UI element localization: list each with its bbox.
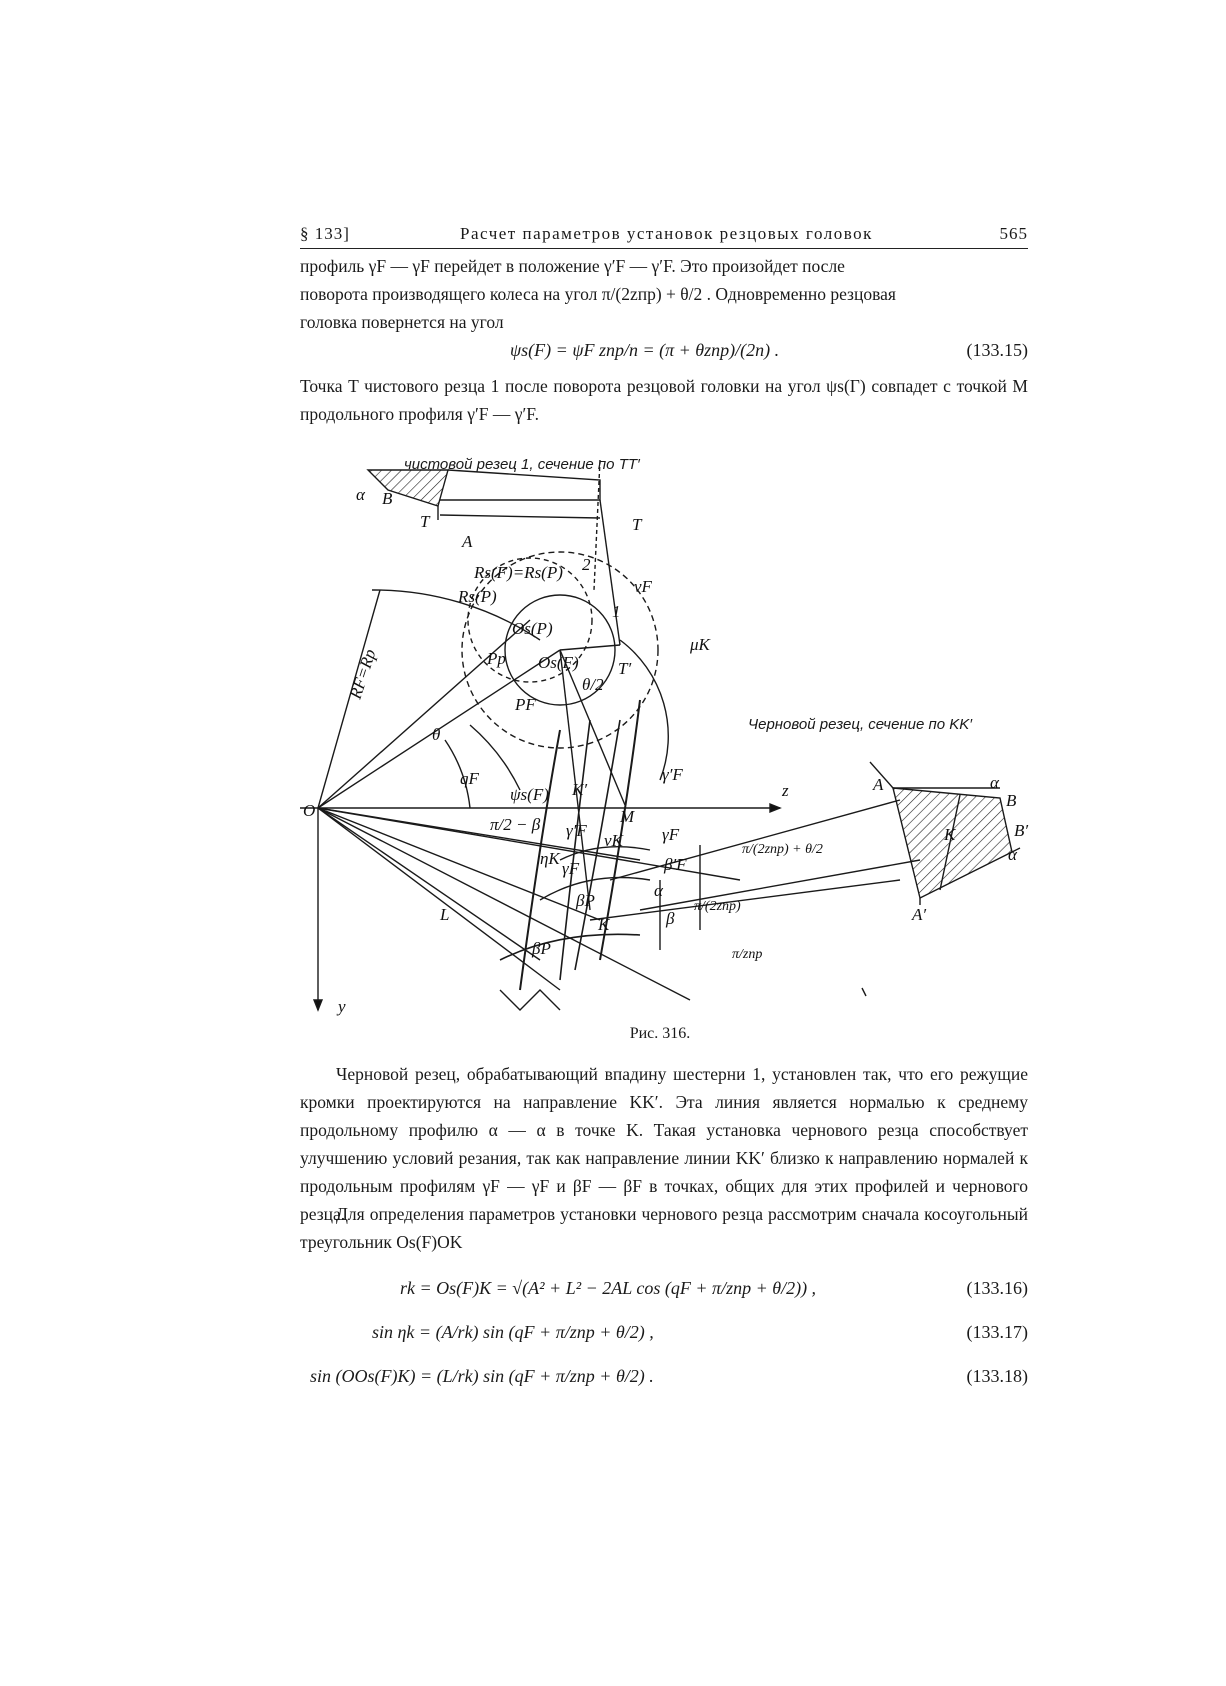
fig-label-Tr: T <box>632 515 642 534</box>
fig-label-theta2: θ/2 <box>582 675 604 694</box>
fig-label-B: B <box>382 489 393 508</box>
equation-number-133-17: (133.17) <box>966 1322 1028 1342</box>
fig-label-OsP: Os(P) <box>512 619 553 638</box>
paragraph-3: Черновой резец, обрабатывающий впадину шестерни 1, установлен так, что его режущие кромки проектируются на направление KK′. Эта линия является нормалью к среднему продольному профилю α — α в точке K. Такая установка чернового резца способствует улучшению условий резания, так как направление линии KK′ близко к направлению нормалей к продольным профилям γF — γF и βF — βF в точках, общих для этих профилей и чернового резца. <box>300 1064 1028 1224</box>
finishing-cutter-label: чистовой резец 1, сечение по TT′ <box>404 456 640 473</box>
equation-number-133-18: (133.18) <box>966 1366 1028 1386</box>
fig-label-alpha2: α <box>654 881 663 900</box>
paragraph-2: Точка T чистового резца 1 после поворота резцовой головки на угол ψs(Г) совпадет с точкой M продольного профиля γ′F — γ′F. <box>300 376 1028 424</box>
equation-number-133-15: (133.15) <box>966 340 1028 360</box>
fig-label-y: y <box>338 997 346 1016</box>
fig-label-rA: A <box>873 775 884 794</box>
fig-label-gammaF: γF <box>662 825 680 844</box>
fig-label-theta: θ <box>432 725 441 744</box>
paragraph-1-line-1: профиль γF — γF перейдет в положение γ′F — γ′F. Это произойдет после <box>300 256 845 276</box>
equation-133-18: sin (OOs(F)K) = (L/rk) sin (qF + π/zпр + θ/2) . <box>310 1366 654 1386</box>
fig-label-Pp: Pp <box>487 649 506 668</box>
fig-label-rBp: B′ <box>1014 821 1029 840</box>
fig-label-O: O <box>303 801 316 820</box>
fig-label-gammaF2: γF <box>562 859 580 878</box>
fig-label-1: 1 <box>612 602 621 621</box>
page-number: 565 <box>999 224 1028 243</box>
paragraph-4: Для определения параметров установки чернового резца рассмотрим сначала косоугольный треугольник Os(F)OK <box>300 1204 1028 1252</box>
fig-label-alpha: α <box>356 485 365 504</box>
fig-label-piz2: π/(2zпр) <box>694 899 741 914</box>
fig-label-PF: PF <box>515 695 536 714</box>
fig-label-M: M <box>620 807 635 826</box>
fig-label-betaP2: βP <box>532 939 551 958</box>
fig-label-gammaFprime: γ′F <box>662 765 683 784</box>
roughing-cutter-label: Черновой резец, сечение по KK′ <box>748 716 973 733</box>
fig-label-nuK: νK <box>604 831 623 850</box>
section-number: § 133] <box>300 224 350 243</box>
fig-label-Kprime: K′ <box>572 780 588 799</box>
fig-label-z: z <box>782 781 789 800</box>
running-head-title: Расчет параметров установок резцовых головок <box>460 224 873 243</box>
fig-label-L: L <box>440 905 450 924</box>
fig-label-etaK: ηK <box>540 849 560 868</box>
equation-133-17: sin ηk = (A/rk) sin (qF + π/zпр + θ/2) , <box>372 1322 654 1342</box>
fig-label-beta: β <box>666 909 675 928</box>
fig-label-rK: K <box>944 825 956 844</box>
fig-label-RsF: Rs(F)=Rs(P) <box>474 563 563 582</box>
fig-label-A: A <box>462 532 473 551</box>
finishing-cutter-section <box>368 470 448 506</box>
fig-label-RFRp: RF=Rp <box>345 646 380 702</box>
fig-label-gammaFp2: γ′F <box>566 821 587 840</box>
fig-label-betaP: βP <box>576 891 595 910</box>
equation-133-16: rk = Os(F)K = √(A² + L² − 2AL cos (qF + π/zпр + θ/2)) , <box>400 1278 817 1298</box>
fig-label-rB: B <box>1006 791 1017 810</box>
equation-133-15: ψs(F) = ψF zпр/n = (π + θzпр)/(2n) . <box>510 340 780 360</box>
paragraph-1-line-2: поворота производящего колеса на угол π/(2zпр) + θ/2 . Одновременно резцовая <box>300 284 896 304</box>
fig-label-muK: μK <box>690 635 710 654</box>
fig-label-K: K <box>598 915 610 934</box>
fig-label-T: T <box>420 512 430 531</box>
fig-label-piz1: π/(2zпр) + θ/2 <box>742 842 823 857</box>
paragraph-1-line-3: головка повернется на угол <box>300 312 504 332</box>
fig-label-piz3: π/zпр <box>732 947 763 962</box>
equation-number-133-16: (133.16) <box>966 1278 1028 1298</box>
fig-label-psi: ψs(F) <box>510 785 549 804</box>
fig-label-rAp: A′ <box>912 905 927 924</box>
fig-label-OsF: Os(F) <box>538 653 579 672</box>
fig-label-nuF: νF <box>634 577 652 596</box>
fig-label-betaF: β′F <box>664 855 687 874</box>
fig-label-2: 2 <box>582 555 591 574</box>
figure-caption: Рис. 316. <box>629 1025 691 1042</box>
fig-label-ralpha2: α <box>1008 845 1017 864</box>
fig-label-Tprime: T′ <box>618 659 632 678</box>
fig-label-pi2beta: π/2 − β <box>490 815 541 834</box>
fig-label-ralpha1: α <box>990 773 999 792</box>
fig-label-RsP: Rs(P) <box>458 587 497 606</box>
fig-label-qF: qF <box>460 769 479 788</box>
